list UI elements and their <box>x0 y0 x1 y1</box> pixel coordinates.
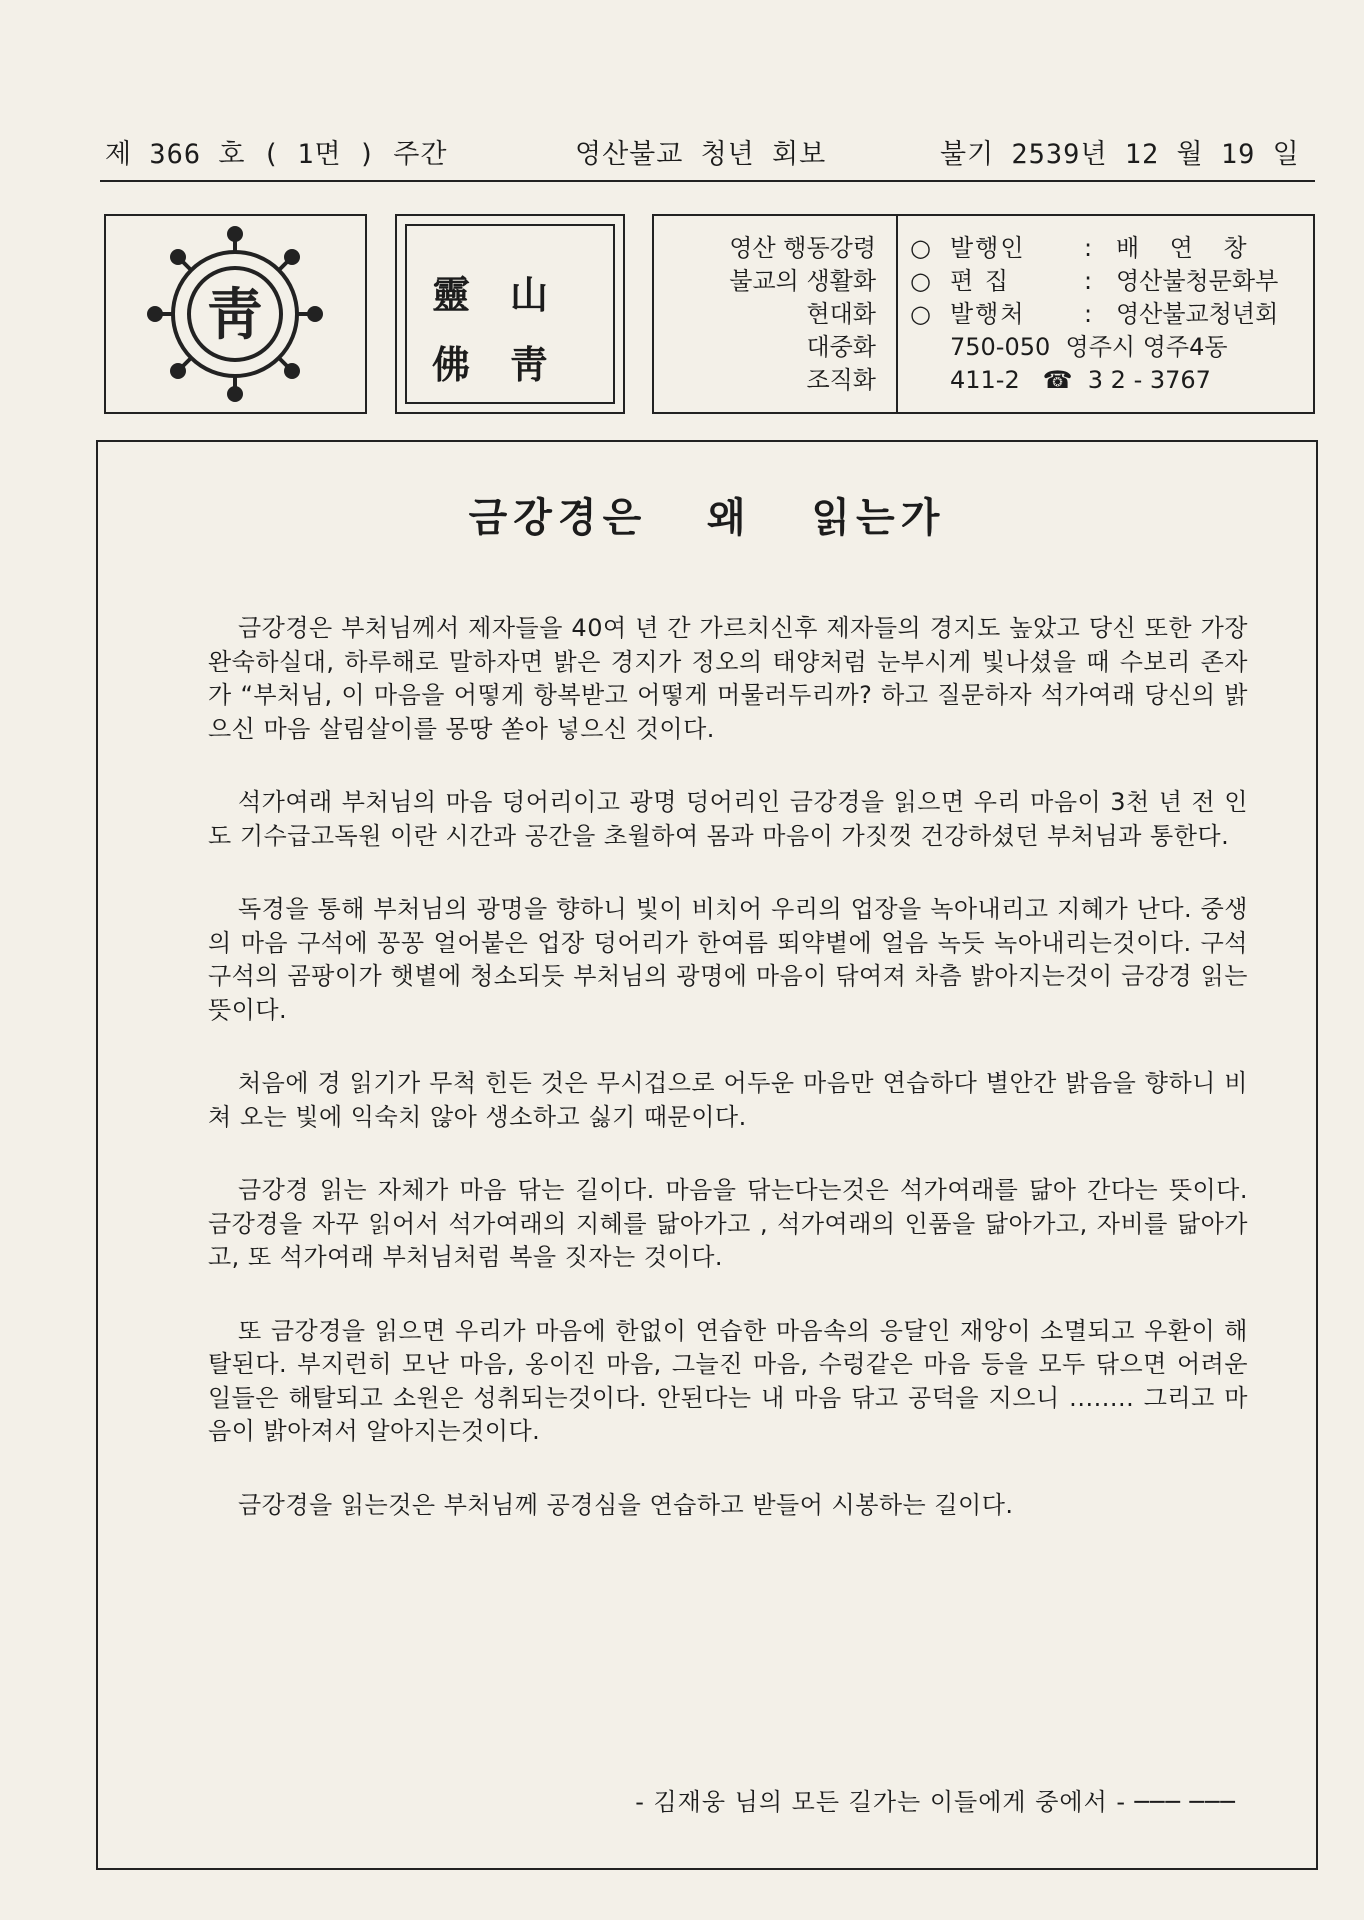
paper-title-box <box>395 214 625 414</box>
article-paragraph: 금강경을 읽는것은 부처님께 공경심을 연습하고 받들어 시봉하는 길이다. <box>238 1490 1014 1519</box>
publisher-separator: : <box>1084 234 1093 262</box>
paper-title-line1: 靈山 <box>431 272 588 317</box>
editor-value: 영산불청문화부 <box>1116 267 1279 295</box>
article-paragraph: 금강경 읽는 자체가 마음 닦는 길이다. 마음을 닦는다는것은 석가여래를 닮아 간다는 뜻이다. 금강경을 자꾸 읽어서 석가여래의 지혜를 닮아가고 , 석가여래의 인품을 닮아가고, 자비를 닮아가고, 또 석가여래 부처님처럼 복을 짓자는 것이다. <box>208 1176 1248 1271</box>
address-phone-line: 411-2 ☎ 3 2 - 3767 <box>950 366 1211 394</box>
motto-line: 영산 행동강령 <box>729 234 876 262</box>
masthead <box>105 132 1315 168</box>
editor-label: 편 집 <box>950 267 1010 295</box>
motto-line: 대중화 <box>806 333 876 361</box>
article-headline: 금강경은 왜 읽는가 <box>468 494 946 541</box>
publisher-label: 발행인 <box>950 234 1026 262</box>
article-paragraph: 처음에 경 읽기가 무척 힌든 것은 무시겁으로 어두운 마음만 연습하다 별안간 밝음을 향하니 비쳐 오는 빛에 익숙치 않아 생소하고 싫기 때문이다. <box>208 1069 1248 1131</box>
issuer-label: 발행처 <box>950 300 1026 328</box>
paper-title-line2: 佛靑 <box>431 342 588 387</box>
article-paragraph: 석가여래 부처님의 마음 덩어리이고 광명 덩어리인 금강경을 읽으면 우리 마음이 3천 년 전 인도 기수급고독원 이란 시간과 공간을 초월하여 몸과 마음이 가짓껏 건강하셨던 부처님과 통한다. <box>208 788 1248 850</box>
action-guidelines <box>654 216 898 412</box>
editor-separator: : <box>1084 267 1093 295</box>
publisher-info <box>898 216 1313 412</box>
article-paragraph: 금강경은 부처님께서 제자들을 40여 년 간 가르치신후 제자들의 경지도 높았고 당신 또한 가장 완숙하실대, 하루해로 말하자면 밝은 경지가 정오의 태양처럼 눈부시게 빛나셨을 때 수보리 존자가 “부처님, 이 마음을 어떻게 항복받고 어떻게 머물러두리까? 하고 질문하자 석가여래 당신의 밝으신 마음 살림살이를 몽땅 쏟아 넣으신 것이다. <box>208 614 1248 743</box>
masthead-rule <box>100 180 1315 182</box>
motto-line: 조직화 <box>806 366 876 394</box>
article-paragraph: 또 금강경을 읽으면 우리가 마음에 한없이 연습한 마음속의 응달인 재앙이 소멸되고 우환이 해탈된다. 부지런히 모난 마음, 옹이진 마음, 그늘진 마음, 수렁같은 마음 등을 모두 닦으면 어려운 일들은 해탈되고 소원은 성취되는것이다. 안된다는 내 마음 닦고 공덕을 지으니 ........ 그리고 마음이 밝아져서 알아지는것이다. <box>208 1316 1248 1445</box>
address-line: 750-050 영주시 영주4동 <box>950 333 1228 361</box>
article-source: - 김재웅 님의 모든 길가는 이들에게 중에서 - ─── ─── <box>635 1788 1236 1816</box>
dharma-wheel-icon <box>106 216 365 412</box>
article-paragraph: 독경을 통해 부처님의 광명을 향하니 빛이 비치어 우리의 업장을 녹아내리고 지혜가 난다. 중생의 마음 구석에 꽁꽁 얼어붙은 업장 덩어리가 한여름 뙤약볕에 얼음 녹듯 녹아내리는것이다. 구석구석의 곰팡이가 햇볕에 청소되듯 부처님의 광명에 마음이 닦여져 차츰 밝아지는것이 금강경 읽는 뜻이다. <box>208 895 1248 1024</box>
publisher-row <box>910 232 1299 265</box>
info-box <box>652 214 1315 414</box>
emblem-glyph: 靑 <box>207 282 263 348</box>
issuer-value: 영산불교청년회 <box>1116 300 1279 328</box>
circle-bullet-icon: ○ <box>910 300 931 328</box>
article-box <box>96 440 1318 1870</box>
issue-date: 불기 2539년 12 월 19 일 <box>940 139 1300 170</box>
logo-box <box>104 214 367 414</box>
publisher-value: 배 연 창 <box>1116 234 1247 262</box>
editor-row <box>910 265 1299 298</box>
motto-line: 불교의 생활화 <box>729 267 876 295</box>
publication-name: 영산불교 청년 회보 <box>575 139 827 170</box>
circle-bullet-icon: ○ <box>910 234 931 262</box>
issuer-row <box>910 298 1299 331</box>
issuer-separator: : <box>1084 300 1093 328</box>
issue-number: 제 366 호 ( 1면 ) 주간 <box>105 139 448 170</box>
circle-bullet-icon: ○ <box>910 267 931 295</box>
motto-line: 현대화 <box>806 300 876 328</box>
article-body <box>208 612 1248 1562</box>
